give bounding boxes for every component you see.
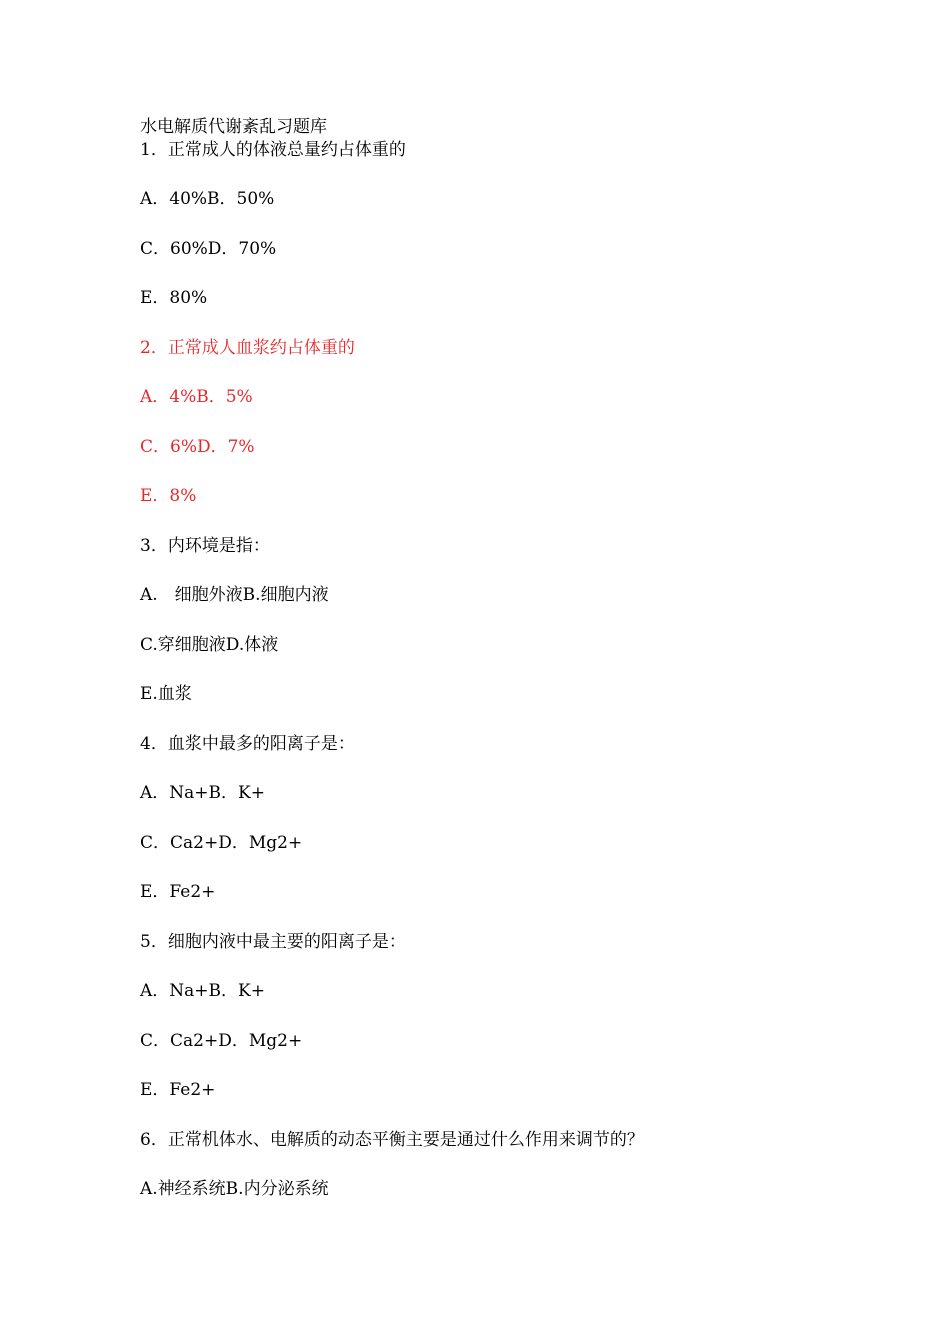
- question-2: 2．正常成人血浆约占体重的: [140, 338, 355, 358]
- question-5-options-cd: C．Ca2+D．Mg2+: [140, 1031, 303, 1051]
- question-3-option-e: E.血浆: [140, 684, 192, 704]
- question-5-options-ab: A．Na+B．K+: [140, 981, 265, 1001]
- question-4-option-e: E．Fe2+: [140, 882, 216, 902]
- question-2-options-cd: C．6%D．7%: [140, 437, 255, 457]
- question-3-options-cd: C.穿细胞液D.体液: [140, 635, 279, 655]
- question-4: 4．血浆中最多的阳离子是：: [140, 734, 355, 754]
- question-1-options-cd: C．60%D．70%: [140, 239, 277, 259]
- question-5-option-e: E．Fe2+: [140, 1080, 216, 1100]
- question-3-options-ab: A. 细胞外液B.细胞内液: [140, 585, 329, 605]
- question-1-option-e: E．80%: [140, 288, 208, 308]
- document-title: 水电解质代谢紊乱习题库: [140, 117, 327, 137]
- question-6-options-ab: A.神经系统B.内分泌系统: [140, 1179, 329, 1199]
- question-6: 6．正常机体水、电解质的动态平衡主要是通过什么作用来调节的？: [140, 1130, 644, 1150]
- question-3: 3．内环境是指：: [140, 536, 270, 556]
- question-4-options-ab: A．Na+B．K+: [140, 783, 265, 803]
- question-1: 1．正常成人的体液总量约占体重的: [140, 140, 406, 160]
- question-2-options-ab: A．4%B．5%: [140, 387, 253, 407]
- question-2-option-e: E．8%: [140, 486, 197, 506]
- question-5: 5．细胞内液中最主要的阳离子是：: [140, 932, 406, 952]
- question-4-options-cd: C．Ca2+D．Mg2+: [140, 833, 303, 853]
- question-1-options-ab: A．40%B．50%: [140, 189, 275, 209]
